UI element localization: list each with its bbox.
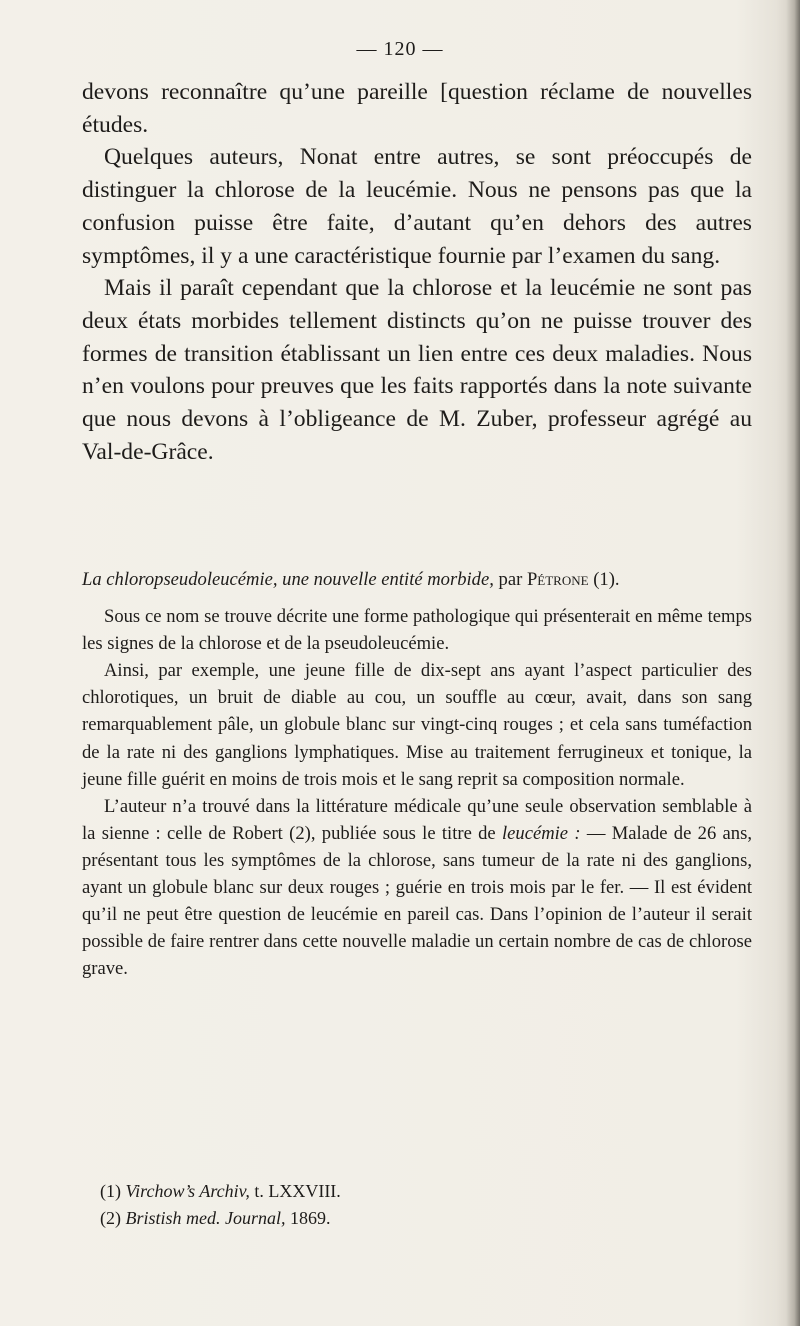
paragraph: devons reconnaître qu’une pareille [question réclame de nouvelles études. xyxy=(82,79,752,138)
footnote-detail: t. LXXVIII. xyxy=(249,1181,341,1201)
note-paragraph: Sous ce nom se trouve décrite une forme pathologique qui présenterait en même temps les signes de la chlorose et de la pseudoleucémie. xyxy=(82,606,752,655)
main-text xyxy=(82,76,752,468)
note-paragraph: Ainsi, par exemple, une jeune fille de dix-sept ans ayant l’aspect particulier des chlorotiques, un bruit de diable au cou, un souffle au cœur, avait, dans son sang remarquablement pâle, un globule blanc sur vingt-cinq rouges ; et cela sans tuméfaction de la rate ni des ganglions lymphatiques. Mise au traitement ferrugineux et tonique, la jeune fille guérit en moins de trois mois et le sang reprit sa composition normale. xyxy=(82,660,752,790)
footnote-source: Bristish med. Journal, xyxy=(125,1208,286,1228)
page-number: — 120 — xyxy=(356,38,444,60)
footnote-source: Virchow’s Archiv, xyxy=(125,1181,250,1201)
footnote xyxy=(100,1205,750,1232)
footnote-number: (1) xyxy=(100,1181,126,1201)
paragraph: Mais il paraît cependant que la chlorose et la leucémie ne sont pas deux états morbides tellement distincts qu’on ne puisse trouver des formes de transition établissant un lien entre ces deux maladies. Nous n’en voulons pour preuves que les faits rapportés dans la note suivante que nous devons à l’obligeance de M. Zuber, professeur agrégé au Val-de-Grâce. xyxy=(82,275,752,465)
footnote-number: (2) xyxy=(100,1208,126,1228)
note-title: La chloropseudoleucémie, une nouvelle entité morbide, xyxy=(82,569,494,590)
note-text: L’auteur n’a trouvé dans la littérature médicale qu’une seule observation semblable à la sienne : celle de Robert (2), publiée sous le titre de xyxy=(82,795,752,844)
note-heading xyxy=(82,566,752,593)
note-text: — Malade de 26 ans, présentant tous les symptômes de la chlorose, sans tumeur de la rate ni des ganglions, ayant un globule blanc sur deux rouges ; guérie en trois mois par le fer. — Il est évident qu’il ne peut être question de leucémie en pareil cas. Dans l’opinion de l’auteur il serait possible de faire rentrer dans cette nouvelle maladie un certain nombre de cas de chlorose grave. xyxy=(82,822,752,980)
paragraph: Quelques auteurs, Nonat entre autres, se sont préoccupés de distinguer la chlorose de la leucémie. Nous ne pensons pas que la confusion puisse être faite, d’autant qu’en dehors des autres symptômes, il y a une caractéristique fournie par l’examen du sang. xyxy=(82,144,752,269)
note-by: par xyxy=(493,569,527,590)
note-author: Pétrone xyxy=(526,569,589,590)
footnote xyxy=(100,1178,750,1205)
page-edge-shadow xyxy=(786,0,800,1326)
note-paragraph xyxy=(82,793,752,983)
note-italic: leucémie : xyxy=(501,822,581,844)
quoted-note xyxy=(82,566,752,982)
footnote-detail: 1869. xyxy=(285,1208,331,1228)
note-ref: (1). xyxy=(588,569,620,590)
footnotes xyxy=(100,1178,750,1232)
